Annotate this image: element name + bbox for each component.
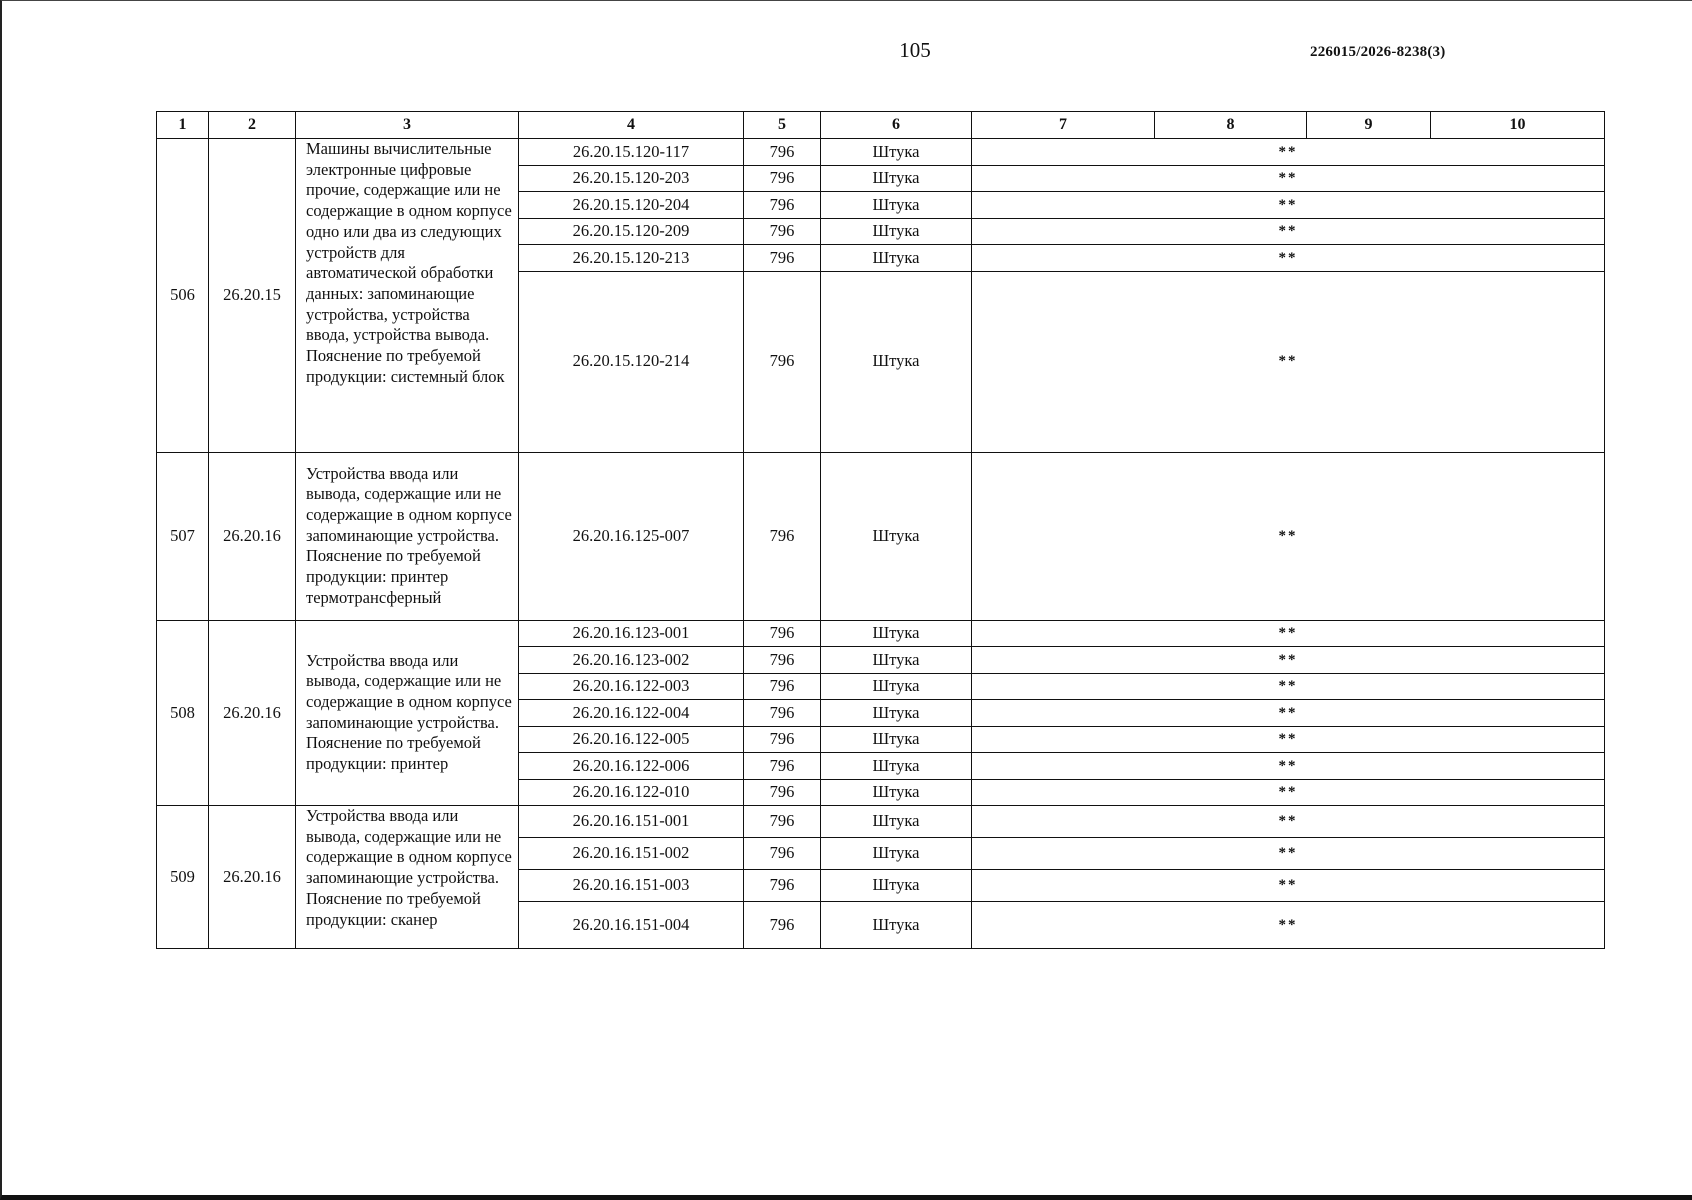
okei-code: 796 — [744, 620, 821, 647]
ktru-code: 26.20.15.120-213 — [519, 245, 744, 272]
column-header: 4 — [519, 112, 744, 139]
characteristics-value: ** — [972, 165, 1605, 192]
column-header: 5 — [744, 112, 821, 139]
okpd-code: 26.20.16 — [209, 620, 296, 806]
okei-code: 796 — [744, 647, 821, 674]
unit-name: Штука — [821, 139, 972, 166]
okei-code: 796 — [744, 700, 821, 727]
ktru-code: 26.20.16.122-005 — [519, 726, 744, 753]
unit-name: Штука — [821, 806, 972, 838]
okei-code: 796 — [744, 673, 821, 700]
characteristics-value: ** — [972, 452, 1605, 620]
document-reference: 226015/2026-8238(3) — [1310, 44, 1446, 60]
column-number-row — [157, 112, 1605, 139]
characteristics-value: ** — [972, 726, 1605, 753]
unit-name: Штука — [821, 870, 972, 902]
unit-name: Штука — [821, 452, 972, 620]
okei-code: 796 — [744, 902, 821, 949]
okei-code: 796 — [744, 870, 821, 902]
column-header: 2 — [209, 112, 296, 139]
okei-code: 796 — [744, 139, 821, 166]
unit-name: Штука — [821, 218, 972, 245]
unit-name: Штука — [821, 647, 972, 674]
unit-name: Штука — [821, 620, 972, 647]
okei-code: 796 — [744, 192, 821, 219]
okei-code: 796 — [744, 165, 821, 192]
product-description: Устройства ввода или вывода, содержащие или не содержащие в одном корпусе запоминающие устройства. Пояснение по требуемой продукции: принтер термотрансферный — [296, 452, 519, 620]
characteristics-value: ** — [972, 647, 1605, 674]
characteristics-value: ** — [972, 139, 1605, 166]
unit-name: Штука — [821, 753, 972, 780]
column-header: 10 — [1431, 112, 1605, 139]
characteristics-value: ** — [972, 218, 1605, 245]
table-row — [157, 452, 1605, 620]
ktru-code: 26.20.16.122-010 — [519, 779, 744, 806]
characteristics-value: ** — [972, 271, 1605, 452]
characteristics-value: ** — [972, 192, 1605, 219]
product-description: Устройства ввода или вывода, содержащие или не содержащие в одном корпусе запоминающие устройства. Пояснение по требуемой продукции: сканер — [296, 806, 519, 949]
characteristics-value: ** — [972, 870, 1605, 902]
characteristics-value: ** — [972, 620, 1605, 647]
okei-code: 796 — [744, 271, 821, 452]
okei-code: 796 — [744, 452, 821, 620]
unit-name: Штука — [821, 779, 972, 806]
column-header: 1 — [157, 112, 209, 139]
ktru-code: 26.20.15.120-209 — [519, 218, 744, 245]
okei-code: 796 — [744, 838, 821, 870]
okei-code: 796 — [744, 779, 821, 806]
characteristics-value: ** — [972, 779, 1605, 806]
specification-table — [156, 111, 1605, 949]
ktru-code: 26.20.15.120-203 — [519, 165, 744, 192]
okpd-code: 26.20.16 — [209, 806, 296, 949]
okpd-code: 26.20.16 — [209, 452, 296, 620]
column-header: 8 — [1155, 112, 1307, 139]
table-row — [157, 139, 1605, 166]
ktru-code: 26.20.16.151-002 — [519, 838, 744, 870]
column-header: 6 — [821, 112, 972, 139]
ktru-code: 26.20.16.151-001 — [519, 806, 744, 838]
unit-name: Штука — [821, 245, 972, 272]
row-number: 507 — [157, 452, 209, 620]
table-row — [157, 806, 1605, 838]
unit-name: Штука — [821, 673, 972, 700]
column-header: 9 — [1307, 112, 1431, 139]
unit-name: Штука — [821, 165, 972, 192]
unit-name: Штука — [821, 838, 972, 870]
unit-name: Штука — [821, 700, 972, 727]
okei-code: 796 — [744, 726, 821, 753]
row-number: 506 — [157, 139, 209, 453]
product-description: Машины вычислительные электронные цифровые прочие, содержащие или не содержащие в одном корпусе одно или два из следующих устройств для автоматической обработки данных: запоминающие устройства, устройства ввода, устройства вывода. Пояснение по требуемой продукции: системный блок — [296, 139, 519, 453]
characteristics-value: ** — [972, 902, 1605, 949]
ktru-code: 26.20.16.151-003 — [519, 870, 744, 902]
ktru-code: 26.20.16.125-007 — [519, 452, 744, 620]
ktru-code: 26.20.15.120-204 — [519, 192, 744, 219]
okei-code: 796 — [744, 218, 821, 245]
unit-name: Штука — [821, 726, 972, 753]
table-row — [157, 620, 1605, 647]
ktru-code: 26.20.15.120-214 — [519, 271, 744, 452]
okpd-code: 26.20.15 — [209, 139, 296, 453]
characteristics-value: ** — [972, 673, 1605, 700]
ktru-code: 26.20.16.122-006 — [519, 753, 744, 780]
row-number: 509 — [157, 806, 209, 949]
okei-code: 796 — [744, 245, 821, 272]
okei-code: 796 — [744, 806, 821, 838]
ktru-code: 26.20.16.123-002 — [519, 647, 744, 674]
ktru-code: 26.20.16.151-004 — [519, 902, 744, 949]
product-description: Устройства ввода или вывода, содержащие или не содержащие в одном корпусе запоминающие устройства. Пояснение по требуемой продукции: принтер — [296, 620, 519, 806]
page-number: 105 — [899, 38, 931, 62]
characteristics-value: ** — [972, 753, 1605, 780]
ktru-code: 26.20.16.122-003 — [519, 673, 744, 700]
unit-name: Штука — [821, 271, 972, 452]
ktru-code: 26.20.16.122-004 — [519, 700, 744, 727]
characteristics-value: ** — [972, 838, 1605, 870]
ktru-code: 26.20.15.120-117 — [519, 139, 744, 166]
characteristics-value: ** — [972, 700, 1605, 727]
column-header: 7 — [972, 112, 1155, 139]
column-header: 3 — [296, 112, 519, 139]
characteristics-value: ** — [972, 806, 1605, 838]
ktru-code: 26.20.16.123-001 — [519, 620, 744, 647]
okei-code: 796 — [744, 753, 821, 780]
unit-name: Штука — [821, 192, 972, 219]
row-number: 508 — [157, 620, 209, 806]
characteristics-value: ** — [972, 245, 1605, 272]
unit-name: Штука — [821, 902, 972, 949]
